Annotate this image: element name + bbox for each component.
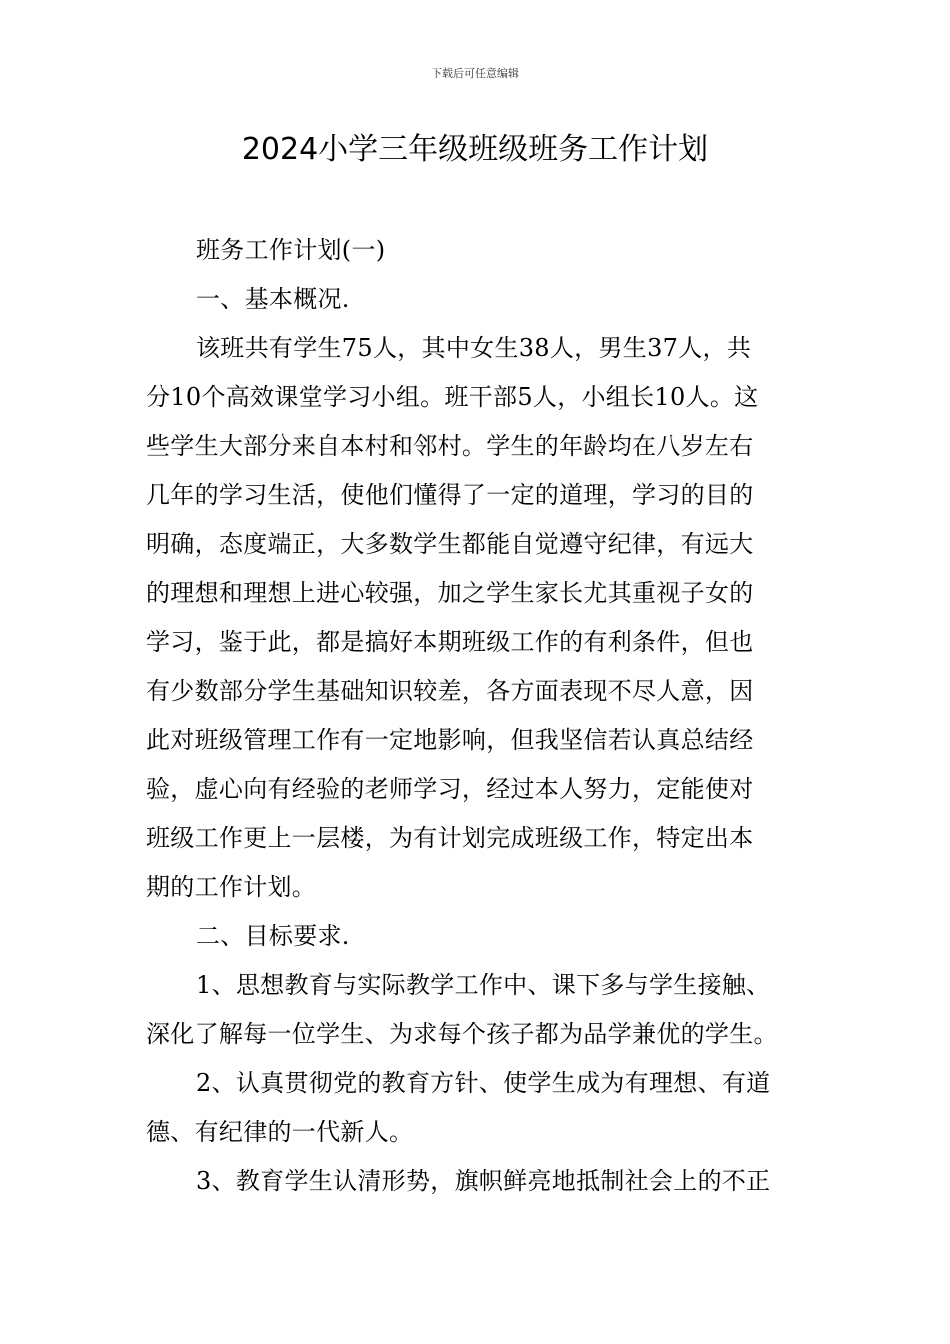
paragraph-line: 明确，态度端正，大多数学生都能自觉遵守纪律，有远大	[146, 530, 754, 558]
paragraph-line: 该班共有学生75人，其中女生38人，男生37人，共	[196, 334, 752, 362]
list-item-line: 德、有纪律的一代新人。	[146, 1118, 414, 1146]
paragraph-line: 分10个高效课堂学习小组。班干部5人，小组长10人。这	[146, 383, 759, 411]
document-body	[146, 226, 808, 1206]
subsection-heading: 二、目标要求.	[196, 922, 350, 950]
paragraph-line: 的理想和理想上进心较强，加之学生家长尤其重视子女的	[146, 579, 754, 607]
list-item-line: 2、认真贯彻党的教育方针、使学生成为有理想、有道	[196, 1069, 771, 1097]
paragraph-line: 几年的学习生活，使他们懂得了一定的道理，学习的目的	[146, 481, 754, 509]
list-item-line: 3、教育学生认清形势，旗帜鲜亮地抵制社会上的不正	[196, 1167, 771, 1195]
list-item-line: 1、思想教育与实际教学工作中、课下多与学生接触、	[196, 971, 771, 999]
paragraph-line: 有少数部分学生基础知识较差，各方面表现不尽人意，因	[146, 677, 754, 705]
paragraph-line: 验，虚心向有经验的老师学习，经过本人努力，定能使对	[146, 775, 754, 803]
document-title: 2024小学三年级班级班务工作计划	[241, 132, 709, 167]
paragraph-line: 此对班级管理工作有一定地影响，但我坚信若认真总结经	[146, 726, 754, 754]
list-item-line: 深化了解每一位学生、为求每个孩子都为品学兼优的学生。	[146, 1020, 778, 1048]
section-heading: 班务工作计划(一)	[196, 236, 386, 264]
paragraph-line: 学习，鉴于此，都是搞好本期班级工作的有利条件，但也	[146, 628, 754, 656]
paragraph-line: 些学生大部分来自本村和邻村。学生的年龄均在八岁左右	[146, 432, 754, 460]
paragraph-line: 期的工作计划。	[146, 873, 317, 901]
header-note: 下载后可任意编辑	[431, 67, 519, 80]
subsection-heading: 一、基本概况.	[196, 285, 350, 313]
paragraph-line: 班级工作更上一层楼，为有计划完成班级工作，特定出本	[146, 824, 754, 852]
